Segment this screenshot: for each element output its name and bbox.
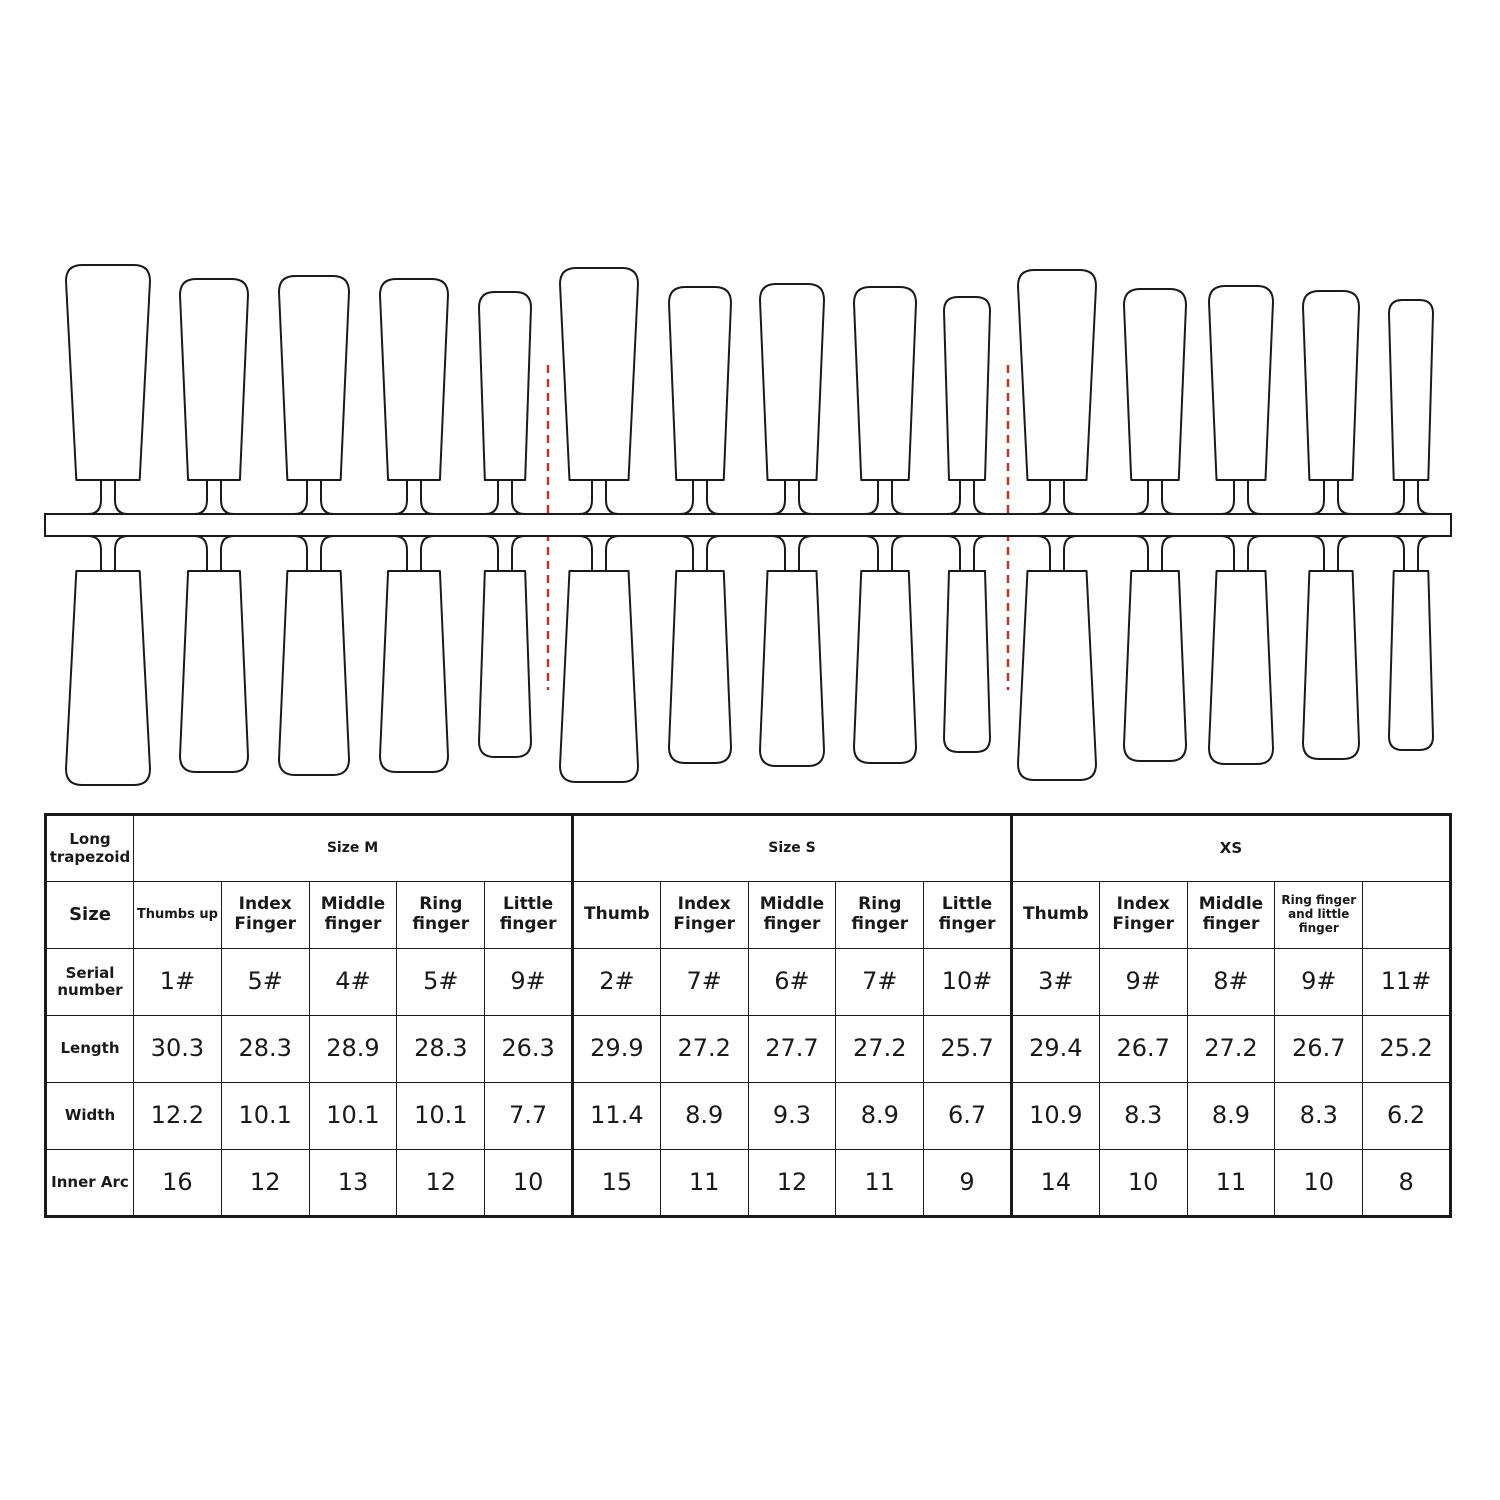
table-cell: 8 bbox=[1363, 1150, 1451, 1217]
group-size-xs: XS bbox=[1011, 815, 1450, 882]
nail-tip bbox=[1209, 571, 1273, 764]
data-rows bbox=[46, 949, 1451, 1217]
table-cell: 9 bbox=[924, 1150, 1012, 1217]
table-cell: 9# bbox=[1099, 949, 1187, 1016]
table-cell: 7# bbox=[660, 949, 748, 1016]
table-cell: 12 bbox=[397, 1150, 485, 1217]
table-cell: 10.1 bbox=[397, 1083, 485, 1150]
nail-connector bbox=[680, 481, 720, 514]
nail-connector bbox=[947, 536, 987, 570]
row-label: Length bbox=[46, 1016, 134, 1083]
table-cell: 12 bbox=[221, 1150, 309, 1217]
table-cell: 9# bbox=[1275, 949, 1363, 1016]
finger-header: Thumb bbox=[572, 882, 660, 949]
table-cell: 6# bbox=[748, 949, 836, 1016]
nail-connector bbox=[1311, 536, 1351, 570]
row-label: Width bbox=[46, 1083, 134, 1150]
table-cell: 26.3 bbox=[485, 1016, 573, 1083]
table-row bbox=[46, 949, 1451, 1016]
nail-tip bbox=[560, 571, 638, 782]
finger-header: Ring finger bbox=[397, 882, 485, 949]
nail-connector bbox=[1037, 481, 1077, 514]
table-cell: 9.3 bbox=[748, 1083, 836, 1150]
nail-connector bbox=[194, 536, 234, 570]
nail-tip bbox=[180, 279, 248, 480]
group-size-m: Size M bbox=[134, 815, 573, 882]
nail-connector bbox=[579, 536, 619, 570]
table-cell: 8.9 bbox=[1187, 1083, 1275, 1150]
nail-connector bbox=[88, 536, 128, 570]
table-cell: 8.3 bbox=[1099, 1083, 1187, 1150]
table-cell: 27.2 bbox=[1187, 1016, 1275, 1083]
nail-connector bbox=[1221, 481, 1261, 514]
table-cell: 10.1 bbox=[309, 1083, 397, 1150]
nail-connector bbox=[394, 536, 434, 570]
table-cell: 6.7 bbox=[924, 1083, 1012, 1150]
table-cell: 27.7 bbox=[748, 1016, 836, 1083]
finger-header: Index Finger bbox=[221, 882, 309, 949]
nail-tip bbox=[1209, 286, 1273, 480]
table-cell: 8.9 bbox=[836, 1083, 924, 1150]
nail-tip bbox=[1389, 571, 1433, 750]
top-nail-row bbox=[66, 265, 1433, 514]
group-header-row bbox=[46, 815, 1451, 882]
nail-tip bbox=[854, 287, 916, 480]
nail-connector bbox=[1391, 481, 1431, 514]
nail-connector bbox=[1311, 481, 1351, 514]
table-cell: 26.7 bbox=[1099, 1016, 1187, 1083]
finger-header: Middle finger bbox=[309, 882, 397, 949]
table-cell: 27.2 bbox=[660, 1016, 748, 1083]
nail-connector bbox=[1135, 481, 1175, 514]
nail-connector bbox=[579, 481, 619, 514]
table-cell: 12.2 bbox=[134, 1083, 222, 1150]
table-cell: 28.3 bbox=[397, 1016, 485, 1083]
nail-tip bbox=[1124, 289, 1186, 480]
nail-tip bbox=[944, 297, 990, 480]
table-cell: 6.2 bbox=[1363, 1083, 1451, 1150]
table-row bbox=[46, 1150, 1451, 1217]
nail-tip bbox=[279, 571, 349, 775]
table-cell: 11.4 bbox=[572, 1083, 660, 1150]
table-row bbox=[46, 1083, 1451, 1150]
table-cell: 2# bbox=[572, 949, 660, 1016]
finger-header: Little finger bbox=[924, 882, 1012, 949]
finger-header: Middle finger bbox=[748, 882, 836, 949]
table-cell: 14 bbox=[1011, 1150, 1099, 1217]
table-cell: 3# bbox=[1011, 949, 1099, 1016]
nail-tip bbox=[944, 571, 990, 752]
nail-tip bbox=[479, 292, 531, 480]
nail-tip bbox=[1389, 300, 1433, 480]
table-row bbox=[46, 1016, 1451, 1083]
nail-tip bbox=[66, 265, 150, 480]
nail-tip bbox=[1303, 571, 1359, 759]
table-cell: 29.9 bbox=[572, 1016, 660, 1083]
nail-tip bbox=[1018, 571, 1096, 780]
finger-header-row bbox=[46, 882, 1451, 949]
table-cell: 4# bbox=[309, 949, 397, 1016]
nail-tip bbox=[1303, 291, 1359, 480]
nail-tip bbox=[760, 284, 824, 480]
nail-connector bbox=[394, 481, 434, 514]
table-cell: 25.2 bbox=[1363, 1016, 1451, 1083]
finger-header: Ring finger and little finger bbox=[1275, 882, 1363, 949]
nail-tip bbox=[180, 571, 248, 772]
table-cell: 7.7 bbox=[485, 1083, 573, 1150]
row-label: Serial number bbox=[46, 949, 134, 1016]
table-cell: 12 bbox=[748, 1150, 836, 1217]
nail-tip bbox=[279, 276, 349, 480]
size-label: Size bbox=[46, 882, 134, 949]
table-cell: 8.3 bbox=[1275, 1083, 1363, 1150]
finger-header: Little finger bbox=[485, 882, 573, 949]
finger-header: Index Finger bbox=[660, 882, 748, 949]
nail-tip bbox=[669, 287, 731, 480]
nail-connector bbox=[947, 481, 987, 514]
nail-tip bbox=[1018, 270, 1096, 480]
finger-header bbox=[1363, 882, 1451, 949]
table-cell: 10.1 bbox=[221, 1083, 309, 1150]
nail-tip bbox=[380, 571, 448, 772]
table-cell: 1# bbox=[134, 949, 222, 1016]
nail-connector bbox=[772, 536, 812, 570]
nail-tip bbox=[854, 571, 916, 763]
table-cell: 11# bbox=[1363, 949, 1451, 1016]
table-cell: 10 bbox=[1099, 1150, 1187, 1217]
finger-header: Thumbs up bbox=[134, 882, 222, 949]
table-cell: 11 bbox=[836, 1150, 924, 1217]
finger-header: Thumb bbox=[1011, 882, 1099, 949]
nail-connector bbox=[88, 481, 128, 514]
nail-connector bbox=[865, 481, 905, 514]
table-cell: 16 bbox=[134, 1150, 222, 1217]
nail-connector bbox=[485, 481, 525, 514]
nail-connector bbox=[194, 481, 234, 514]
nail-tip bbox=[760, 571, 824, 766]
table-cell: 11 bbox=[660, 1150, 748, 1217]
table-cell: 10# bbox=[924, 949, 1012, 1016]
nail-connector bbox=[1391, 536, 1431, 570]
table-cell: 28.9 bbox=[309, 1016, 397, 1083]
nail-connector bbox=[485, 536, 525, 570]
finger-header: Middle finger bbox=[1187, 882, 1275, 949]
nail-connector bbox=[294, 481, 334, 514]
nail-connector bbox=[294, 536, 334, 570]
table-cell: 29.4 bbox=[1011, 1016, 1099, 1083]
table-cell: 7# bbox=[836, 949, 924, 1016]
table-cell: 8# bbox=[1187, 949, 1275, 1016]
nail-tip bbox=[669, 571, 731, 763]
size-table bbox=[44, 813, 1452, 1218]
table-cell: 10 bbox=[1275, 1150, 1363, 1217]
finger-header: Index Finger bbox=[1099, 882, 1187, 949]
corner-label: Long trapezoid bbox=[46, 815, 134, 882]
table-cell: 5# bbox=[221, 949, 309, 1016]
nail-tip bbox=[380, 279, 448, 480]
nail-connector bbox=[680, 536, 720, 570]
table-cell: 26.7 bbox=[1275, 1016, 1363, 1083]
sprue-bar bbox=[45, 514, 1451, 536]
table-cell: 11 bbox=[1187, 1150, 1275, 1217]
table-cell: 15 bbox=[572, 1150, 660, 1217]
table-cell: 28.3 bbox=[221, 1016, 309, 1083]
table-cell: 13 bbox=[309, 1150, 397, 1217]
table-cell: 25.7 bbox=[924, 1016, 1012, 1083]
nail-connector bbox=[1221, 536, 1261, 570]
table-cell: 5# bbox=[397, 949, 485, 1016]
nail-tip bbox=[1124, 571, 1186, 761]
nail-connector bbox=[772, 481, 812, 514]
table-cell: 27.2 bbox=[836, 1016, 924, 1083]
group-size-s: Size S bbox=[572, 815, 1011, 882]
table-cell: 10.9 bbox=[1011, 1083, 1099, 1150]
nail-tip bbox=[479, 571, 531, 757]
row-label: Inner Arc bbox=[46, 1150, 134, 1217]
finger-header: Ring finger bbox=[836, 882, 924, 949]
nail-connector bbox=[1135, 536, 1175, 570]
table-cell: 30.3 bbox=[134, 1016, 222, 1083]
nail-connector bbox=[1037, 536, 1077, 570]
table-cell: 10 bbox=[485, 1150, 573, 1217]
table-cell: 8.9 bbox=[660, 1083, 748, 1150]
bottom-nail-row bbox=[66, 536, 1433, 785]
table-cell: 9# bbox=[485, 949, 573, 1016]
nail-tip bbox=[560, 268, 638, 480]
nail-connector bbox=[865, 536, 905, 570]
nail-tip bbox=[66, 571, 150, 785]
